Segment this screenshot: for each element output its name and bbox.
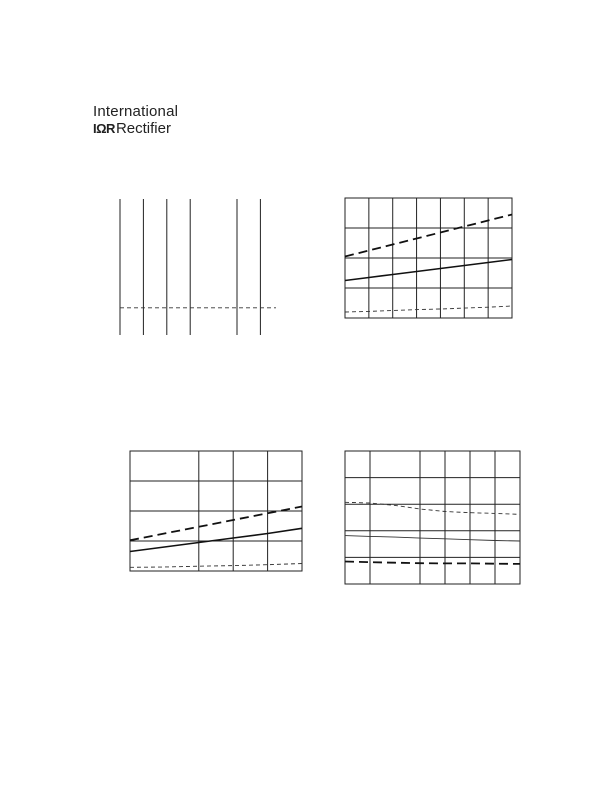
- series-line-2: [345, 536, 520, 541]
- company-name-line1: International: [93, 103, 179, 120]
- chart-bottom-right: [340, 445, 525, 590]
- series-line-3: [345, 562, 520, 564]
- series-line-1: [345, 215, 512, 257]
- chart-top-right: [340, 192, 520, 327]
- chart-top-left: [110, 192, 290, 342]
- series-line-2: [345, 260, 512, 281]
- chart-bottom-left: [125, 445, 310, 580]
- series-line-3: [130, 564, 302, 568]
- company-name-row: [93, 121, 178, 136]
- company-logo: [93, 104, 178, 136]
- series-line-3: [345, 306, 512, 312]
- ior-logo-icon: IΩR: [93, 121, 115, 136]
- series-line-1: [130, 507, 302, 541]
- company-name-line2: Rectifier: [115, 120, 171, 137]
- series-line-2: [130, 528, 302, 551]
